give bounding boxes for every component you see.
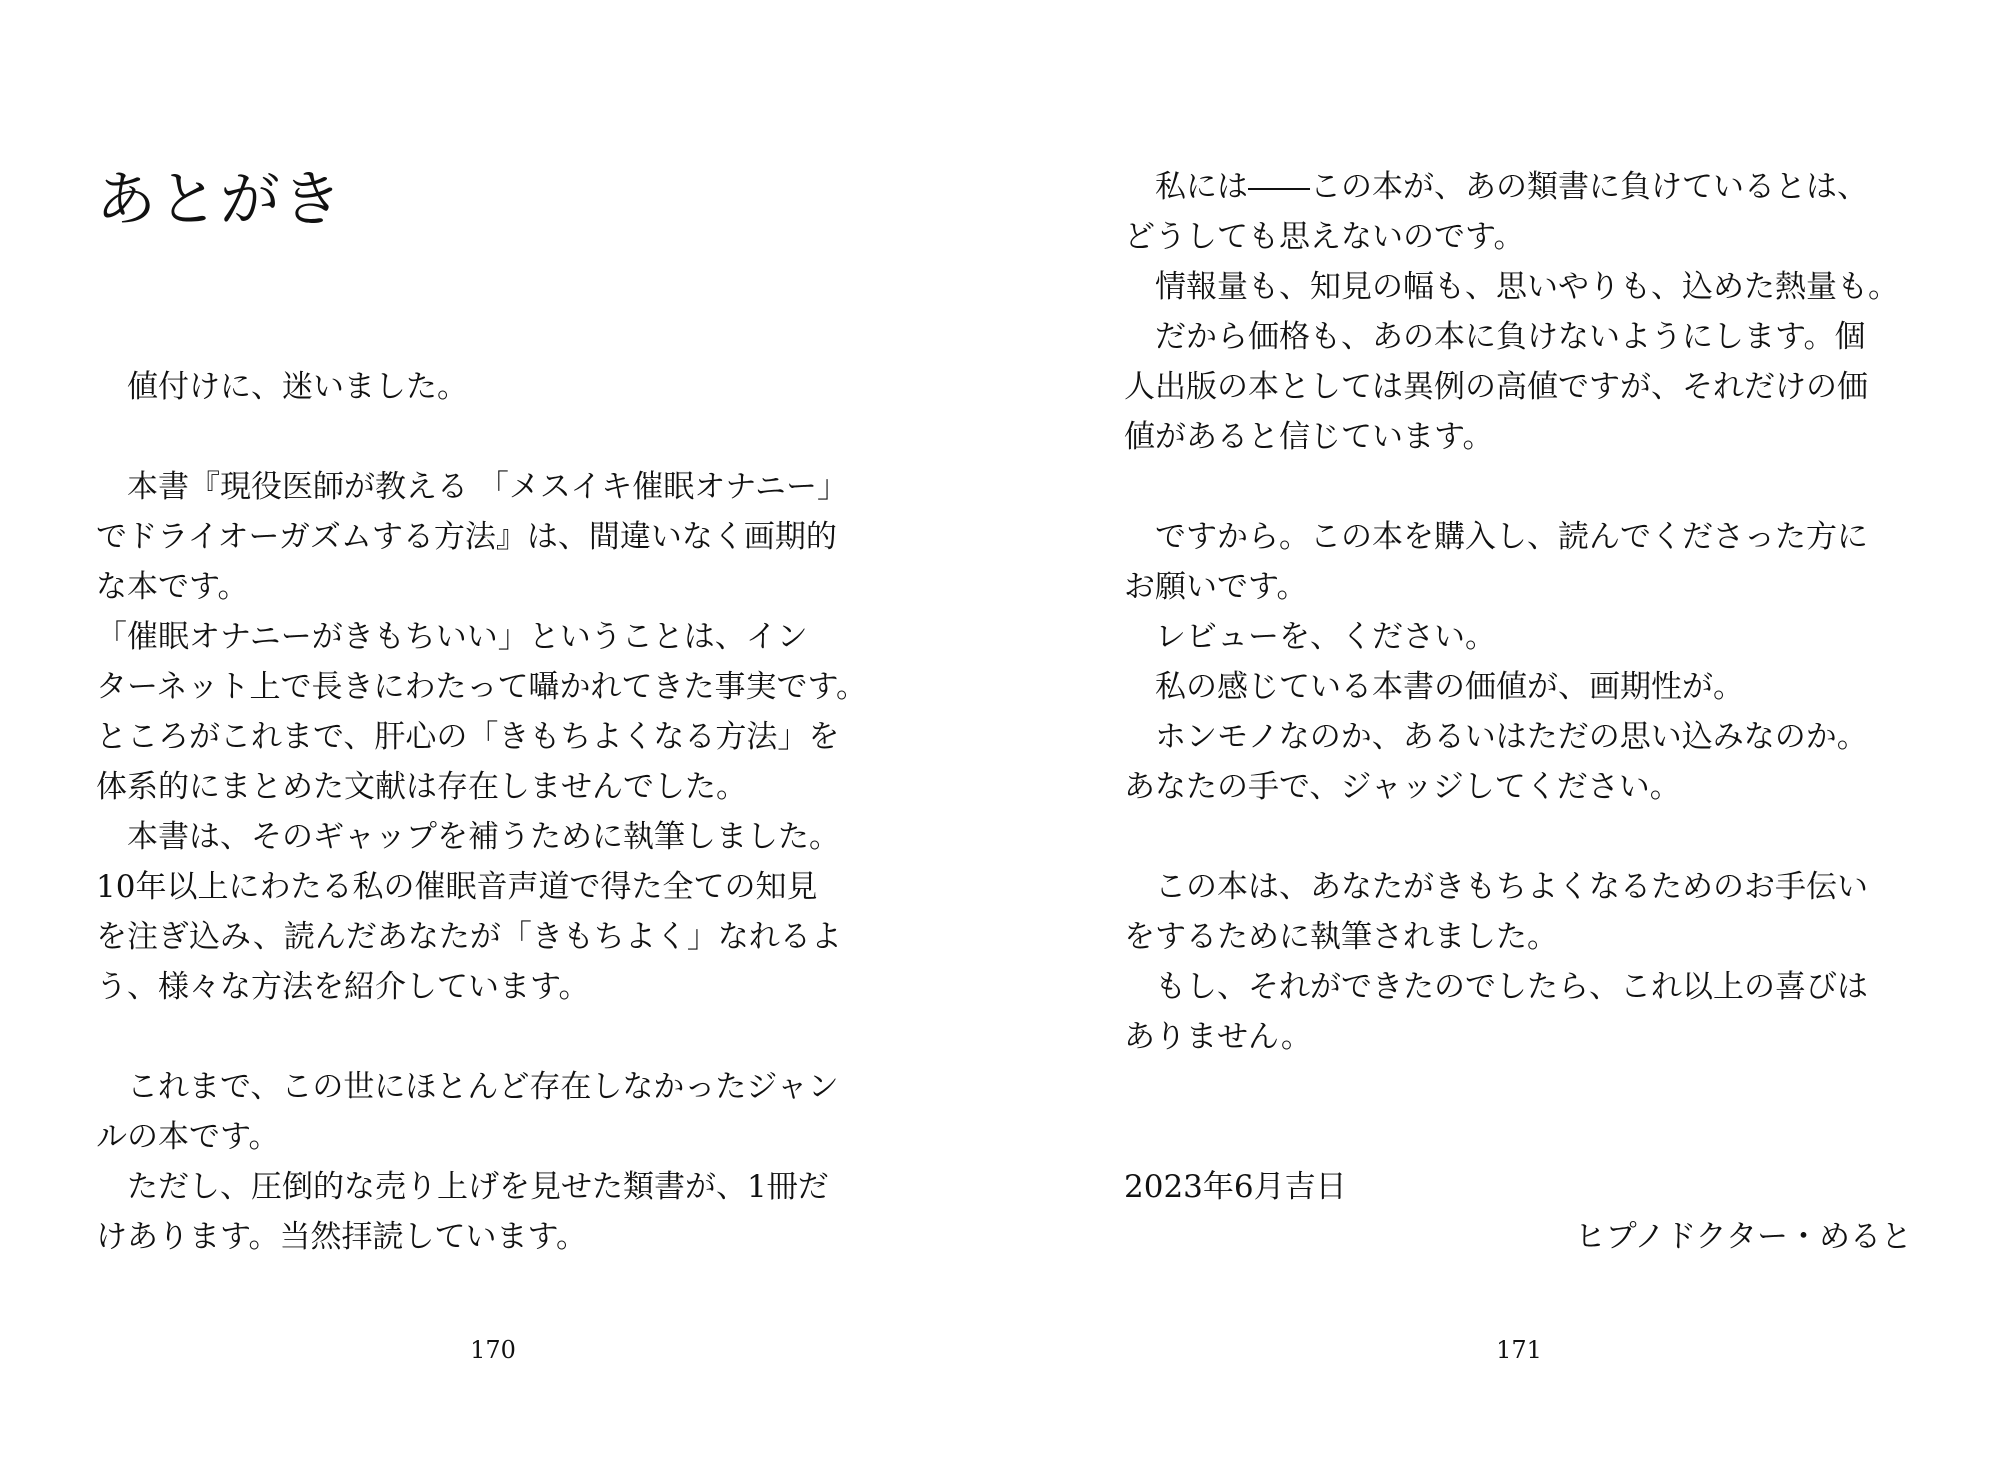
text-line: ターネット上で長きにわたって囁かれてきた事実です。: [96, 669, 867, 705]
text-line: な本です。: [96, 569, 249, 605]
text-line: 値付けに、迷いました。: [96, 369, 468, 405]
text-line: あなたの手で、ジャッジしてください。: [1124, 769, 1681, 805]
text-line: ところがこれまで、肝心の「きもちよくなる方法」を: [96, 719, 840, 755]
blank-line: [1124, 462, 1899, 512]
author-signature: ヒプノドクター・めると: [1574, 1219, 1912, 1255]
chapter-title: あとがき: [96, 165, 344, 235]
text-line: 「催眠オナニーがきもちいい」ということは、イン: [96, 619, 808, 655]
text-line: 本書『現役医師が教える 「メスイキ催眠オナニー」: [96, 469, 848, 505]
text-line: 本書は、そのギャップを補うために執筆しました。: [96, 819, 840, 855]
text-line: を注ぎ込み、読んだあなたが「きもちよく」なれるよ: [96, 919, 842, 955]
date-line: 2023年6月吉日: [1124, 1169, 1347, 1205]
text-line: この本は、あなたがきもちよくなるためのお手伝い: [1124, 869, 1868, 905]
text-line: ですから。この本を購入し、読んでくださった方に: [1124, 519, 1868, 555]
text-line: 値があると信じています。: [1124, 419, 1494, 455]
text-line: ただし、圧倒的な売り上げを見せた類書が、1冊だ: [96, 1169, 829, 1205]
text-line: 情報量も、知見の幅も、思いやりも、込めた熱量も。: [1124, 269, 1899, 305]
page-number: 171: [1496, 1336, 1542, 1364]
text-line: けあります。当然拝読しています。: [96, 1219, 588, 1255]
right-page: [1000, 0, 2000, 1468]
blank-line: [96, 1012, 867, 1062]
text-line: 私の感じている本書の価値が、画期性が。: [1124, 669, 1744, 705]
text-line: をするために執筆されました。: [1124, 919, 1558, 955]
text-line: う、様々な方法を紹介しています。: [96, 969, 590, 1005]
text-line: レビューを、ください。: [1124, 619, 1496, 655]
text-line: もし、それができたのでしたら、これ以上の喜びは: [1124, 969, 1868, 1005]
text-line: だから価格も、あの本に負けないようにします。個: [1124, 319, 1866, 355]
text-line: でドライオーガズムする方法』は、間違いなく画期的: [96, 519, 837, 555]
left-body-text: [96, 362, 867, 1262]
text-line: 私には――この本が、あの類書に負けているとは、: [1124, 169, 1868, 205]
text-line: 人出版の本としては異例の高値ですが、それだけの価: [1124, 369, 1868, 405]
right-body-text: [1124, 162, 1899, 1062]
text-line: お願いです。: [1124, 569, 1308, 605]
text-line: どうしても思えないのです。: [1124, 219, 1525, 255]
text-line: ホンモノなのか、あるいはただの思い込みなのか。: [1124, 719, 1868, 755]
text-line: これまで、この世にほとんど存在しなかったジャン: [96, 1069, 839, 1105]
text-line: ルの本です。: [96, 1119, 280, 1155]
text-line: 10年以上にわたる私の催眠音声道で得た全ての知見: [96, 869, 818, 905]
text-line: 体系的にまとめた文献は存在しませんでした。: [96, 769, 747, 805]
text-line: ありません。: [1124, 1019, 1312, 1055]
page-number: 170: [470, 1336, 516, 1364]
blank-line: [1124, 812, 1899, 862]
blank-line: [96, 412, 867, 462]
